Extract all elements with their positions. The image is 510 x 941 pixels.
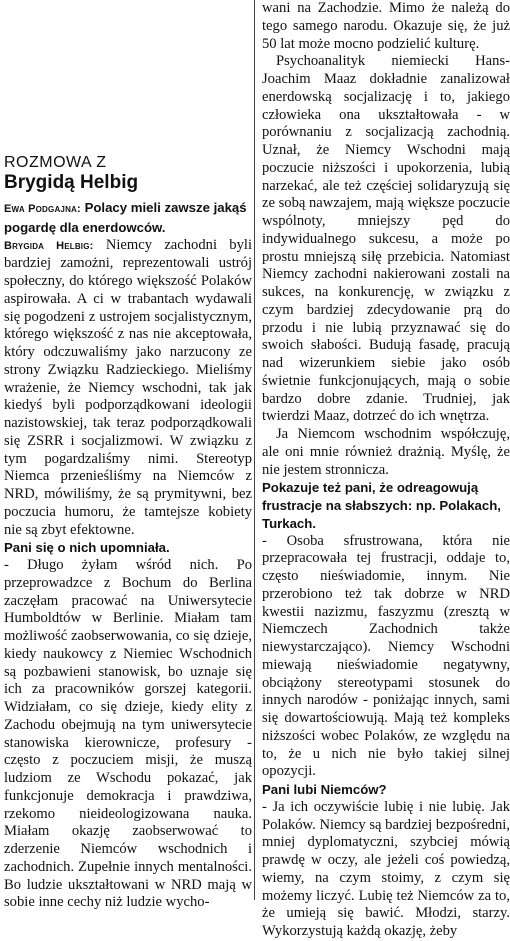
answer-paragraph: Ja Niemcom wschodnim współczuję, ale oni mnie również drażnią. Myślę, że nie jestem stronnicza. bbox=[262, 426, 510, 478]
question-heading: Pokazuje też pani, że odreagowują frustracje na słabszych: np. Polakach, Turkach. bbox=[262, 480, 501, 531]
question-heading: Pani się o nich upomniała. bbox=[4, 540, 170, 556]
answer-paragraph: wani na Zachodzie. Mimo że należą do tego samego narodu. Okazuje się, że już 50 lat może mocno podzielić kulturę. bbox=[262, 0, 510, 52]
answer-text: Niemcy zachodni byli bardziej zamożni, reprezentowali ustrój społeczny, do którego większość Polaków aspirowała. A ci w trabantach wydawali się pogodzeni z ustrojem socjalistycznym, którego większość z nas nie akceptowała, który odczuwaliśmy jako narzucony ze strony Związku Radzieckiego. Mieliśmy wrażenie, że Niemcy wschodni, tak jak kiedyś byli podporządkowani ideologii nazistowskiej, tak teraz podporządkowali się ZSRR i socjalizmowi. W związku z tym pogardzaliśmy nimi. Stereotyp Niemca przenieśliśmy na Niemców z NRD, mówiliśmy, że są prymitywni, bez poczucia humoru, że tamtejsze kobiety nie są zbyt efektowne. bbox=[4, 236, 252, 538]
article-column-right bbox=[262, 0, 510, 939]
question-heading: Pani lubi Niemców? bbox=[262, 782, 387, 797]
intro-question bbox=[4, 199, 252, 237]
interview-kicker: ROZMOWA Z bbox=[4, 154, 107, 171]
article-column-left bbox=[4, 0, 252, 911]
answer-paragraph: Psychoanalityk niemiecki Hans-Joachim Maaz dokładnie zanalizował enerdowską socjalizację i to, jakiego człowieka ona ukształtowała - w porównaniu z socjalizacją zachodnią. Uznał, że Niemcy Wschodni mają poczucie niższości i upokorzenia, lubią narzekać, ale też częściej solidaryzują się ze sobą nawzajem, mają większe poczucie wspólnoty, mniejszy pęd do indywidualnego sukcesu, a może po prostu mniejszą siłę przebicia. Natomiast Niemcy zachodni nakierowani zostali na sukces, na konkurencję, w związku z czym bardziej zdecydowanie prą do przodu i nie lubią przyznawać się do swoich słabości. Budują fasadę, pracują nad wizerunkiem siebie jako osób świetnie funkcjonujących, mają o sobie bardzo dobre zdanie. Trudniej, jak twierdzi Maaz, dotrzeć do ich wnętrza. bbox=[262, 53, 510, 425]
intro-question-text: Polacy mieli zawsze jakąś pogardę dla enerdowców. bbox=[4, 200, 247, 235]
answer-paragraph: - Osoba sfrustrowana, która nie przepracowała tej frustracji, oddaje to, często nieświadomie, innym. Nie przerobiono też tak dobrze w NRD kwestii nazizmu, faszyzmu (zresztą w Niemczech Zachodnich także niewystarczająco). Niemcy Wschodni miewają nieświadomie negatywny, obciążony stereotypami stosunek do innych narodów - poniżając innych, sami się dowartościowują. Mają też kompleks niższości wobec Polaków, ze względu na to, że u nich nie było takiej silnej opozycji. bbox=[262, 532, 510, 780]
answer-paragraph bbox=[4, 237, 252, 540]
interviewer-name: Ewa Podgajna: bbox=[4, 203, 81, 215]
column-divider bbox=[254, 0, 255, 900]
respondent-name: Brygida Helbig: bbox=[4, 239, 94, 252]
interview-headline: Brygidą Helbig bbox=[4, 172, 139, 193]
answer-paragraph: - Długo żyłam wśród nich. Po przeprowadzce z Bochum do Berlina zaczęłam pracować na Uniwersytecie Humboldtów w Berlinie. Miałam tam możliwość zaobserwowania, co się dzieje, kiedy naukowcy z Niemiec Wschodnich są pozbawieni stanowisk, bo uznaje się ich za pracowników gorszej kategorii. Widziałam, co się dzieje, kiedy elity z Zachodu obejmują na tym uniwersytecie stanowiska kierownicze, profesury - często z poczuciem misji, że muszą ludziom ze Wschodu pokazać, jak funkcjonuje demokracja i prawdziwa, rzekomo nieideologizowana nauka. Miałam okazję zaobserwować to zderzenie Niemców wschodnich i zachodnich. Zupełnie innych mentalności. Bo ludzie ukształtowani w NRD mają w sobie inne cechy niż ludzie wycho- bbox=[4, 557, 252, 911]
answer-paragraph: - Ja ich oczywiście lubię i nie lubię. Jak Polaków. Niemcy są bardziej bezpośredni, mniej dyplomatyczni, szybciej mówią prawdę w oczy, ale jeżeli coś powiedzą, wiemy, na czym stoimy, z czym się możemy liczyć. Lubię też Niemców za to, że umieją się bawić. Młodzi, starzy. Wykorzystują każdą okazję, żeby bbox=[262, 798, 510, 939]
